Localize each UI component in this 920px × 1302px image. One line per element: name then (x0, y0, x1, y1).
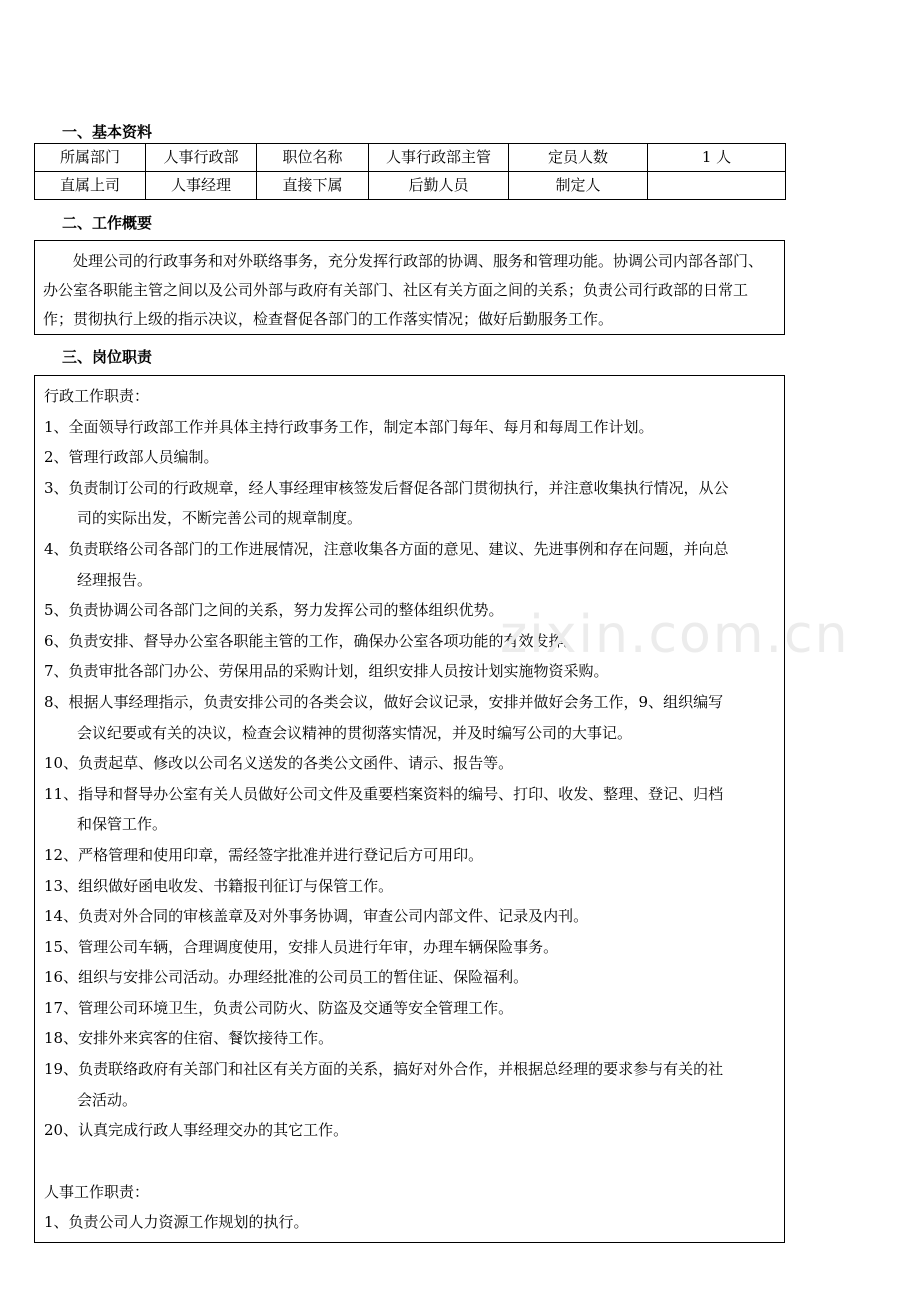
duty-item-text: 3、负责制订公司的行政规章，经人事经理审核签发后督促各部门贯彻执行，并注意收集执行情况，从公 (44, 478, 729, 497)
duty-item-text: 5、负责协调公司各部门之间的关系，努力发挥公司的整体组织优势。 (44, 601, 504, 620)
duty-item (44, 1028, 776, 1048)
duty-item-text: 16、组织与安排公司活动。办理经批准的公司员工的暂住证、保险福利。 (44, 968, 529, 987)
info-cell: 人事行政部 (146, 144, 257, 172)
duty-item-continuation: 经理报告。 (77, 570, 153, 589)
duty-item (44, 845, 776, 865)
duty-item (44, 876, 776, 896)
duty-item-text: 19、负责联络政府有关部门和社区有关方面的关系，搞好对外合作，并根据总经理的要求参与有关的社 (44, 1060, 724, 1079)
duty-item-text: 17、管理公司环境卫生，负责公司防火、防盗及交通等安全管理工作。 (44, 998, 514, 1017)
job-summary-box (34, 240, 785, 335)
duty-item (44, 753, 776, 773)
info-cell: 人事经理 (146, 172, 257, 200)
section-heading-duties: 三、岗位职责 (62, 348, 153, 366)
duty-item (44, 1059, 776, 1110)
duty-item (44, 539, 776, 590)
section-heading-basic: 一、基本资料 (62, 123, 153, 141)
duties-box (34, 375, 785, 1243)
duty-item-text: 10、负责起草、修改以公司名义送发的各类公文函件、请示、报告等。 (44, 754, 514, 773)
duty-item-text: 4、负责联络公司各部门的工作进展情况，注意收集各方面的意见、建议、先进事例和存在问题，并向总 (44, 539, 729, 558)
info-cell: 后勤人员 (369, 172, 509, 200)
duty-item (44, 937, 776, 957)
duty-item-text: 14、负责对外合同的审核盖章及对外事务协调，审查公司内部文件、记录及内刊。 (44, 907, 589, 926)
duty-item-text: 7、负责审批各部门办公、劳保用品的采购计划，组织安排人员按计划实施物资采购。 (44, 662, 609, 681)
duty-item (44, 998, 776, 1018)
duty-item-text: 1、全面领导行政部工作并具体主持行政事务工作，制定本部门每年、每月和每周工作计划。 (44, 417, 654, 436)
info-cell: 定员人数 (509, 144, 648, 172)
duty-item-text: 2、管理行政部人员编制。 (44, 448, 219, 467)
duty-item-text: 20、认真完成行政人事经理交办的其它工作。 (44, 1121, 349, 1140)
duty-item (44, 631, 776, 651)
duty-item-continuation: 司的实际出发，不断完善公司的规章制度。 (77, 509, 363, 528)
duty-item-text: 18、安排外来宾客的住宿、餐饮接待工作。 (44, 1029, 334, 1048)
duty-item (44, 1120, 776, 1140)
hr-duties-heading: 人事工作职责： (44, 1182, 150, 1201)
duty-item-text: 8、根据人事经理指示，负责安排公司的各类会议，做好会议记录，安排并做好会务工作，9、组织编写 (44, 692, 724, 711)
info-cell: 制定人 (509, 172, 648, 200)
duty-item-text: 6、负责安排、督导办公室各职能主管的工作，确保办公室各项功能的有效发挥。 (44, 631, 579, 650)
info-cell: 直接下属 (257, 172, 369, 200)
duty-item (44, 600, 776, 620)
job-summary-text: 处理公司的行政事务和对外联络事务，充分发挥行政部的协调、服务和管理功能。协调公司内部各部门、办公室各职能主管之间以及公司外部与政府有关部门、社区有关方面之间的关系；负责公司行政部的日常工作；贯彻执行上级的指示决议，检查督促各部门的工作落实情况；做好后勤服务工作。 (43, 252, 764, 328)
duty-item-text: 15、管理公司车辆，合理调度使用，安排人员进行年审，办理车辆保险事务。 (44, 937, 559, 956)
section-heading-summary: 二、工作概要 (62, 214, 153, 232)
duty-item (44, 417, 776, 437)
admin-duties-heading: 行政工作职责： (44, 387, 150, 405)
duty-item-text: 13、组织做好函电收发、书籍报刊征订与保管工作。 (44, 876, 394, 895)
watermark: zixin.com.cn (500, 605, 850, 665)
duty-item (44, 784, 776, 835)
duty-item (44, 967, 776, 987)
info-cell: 1 人 (648, 144, 786, 172)
basic-info-table (34, 143, 786, 200)
info-row (35, 172, 786, 200)
duty-item-continuation: 会议纪要或有关的决议，检查会议精神的贯彻落实情况，并及时编写公司的大事记。 (77, 723, 633, 742)
duty-item (44, 478, 776, 529)
duty-item (44, 1212, 776, 1232)
info-cell: 所属部门 (35, 144, 146, 172)
info-cell: 人事行政部主管 (369, 144, 509, 172)
duty-item (44, 906, 776, 926)
info-row (35, 144, 786, 172)
duty-item-text: 11、指导和督导办公室有关人员做好公司文件及重要档案资料的编号、打印、收发、整理、登记、归档 (44, 784, 724, 803)
duty-item-continuation: 会活动。 (77, 1090, 138, 1109)
info-cell: 职位名称 (257, 144, 369, 172)
duty-item-text: 12、严格管理和使用印章，需经签字批准并进行登记后方可用印。 (44, 845, 484, 864)
info-cell: 直属上司 (35, 172, 146, 200)
info-cell (648, 172, 786, 200)
duty-item-continuation: 和保管工作。 (77, 815, 168, 834)
duty-item (44, 692, 776, 743)
duty-item-text: 1、负责公司人力资源工作规划的执行。 (44, 1213, 309, 1232)
duty-item (44, 661, 776, 681)
duty-item (44, 447, 776, 467)
